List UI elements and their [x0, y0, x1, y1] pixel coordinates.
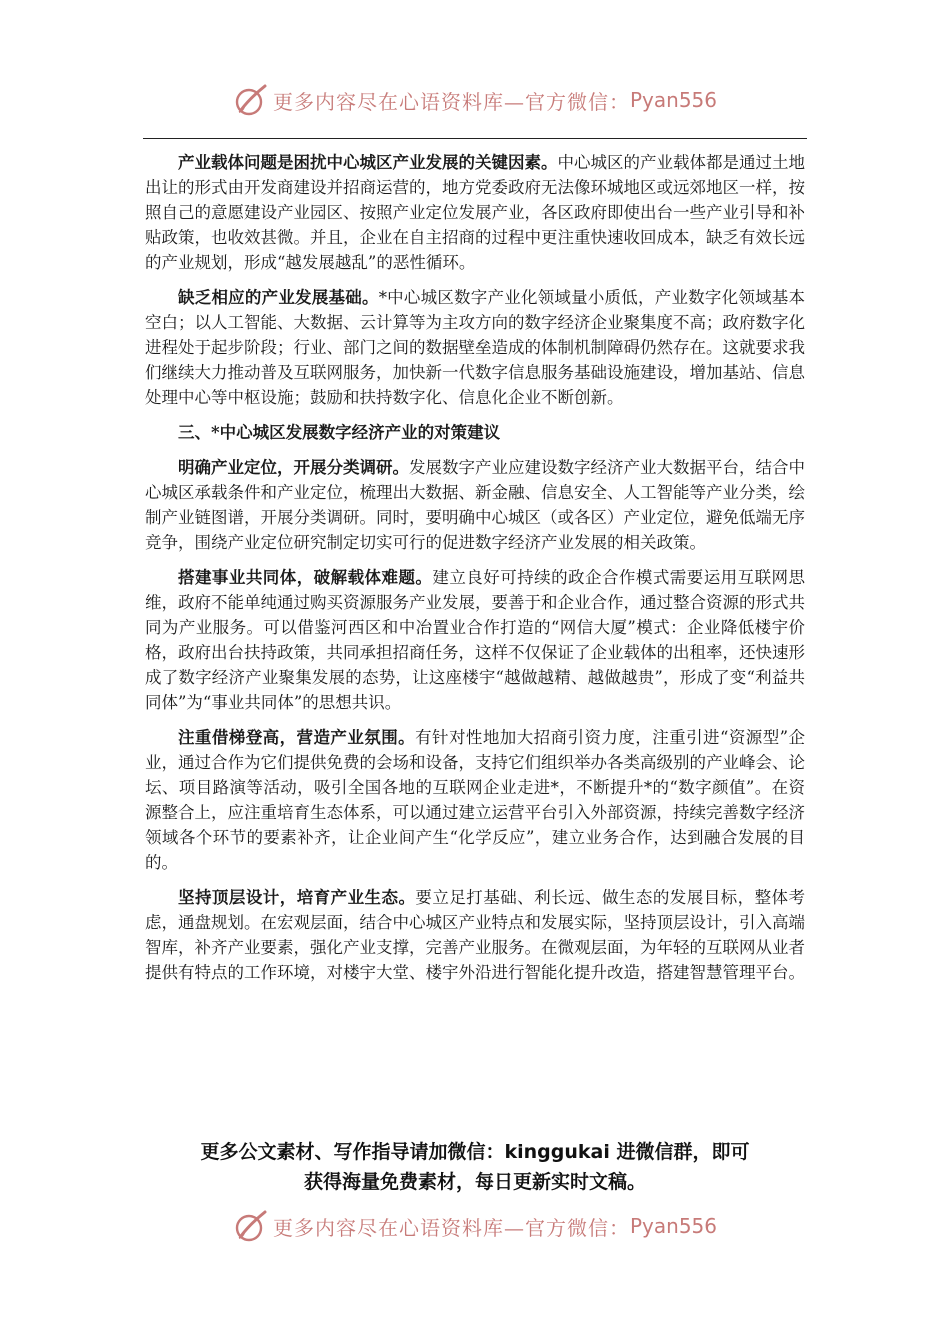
paragraph-lead: 注重借梯登高，营造产业氛围。 [178, 728, 416, 747]
paragraph [145, 150, 805, 275]
paragraph-lead: 产业载体问题是困扰中心城区产业发展的关键因素。 [178, 153, 558, 172]
document-body [145, 150, 805, 995]
paragraph-body: 建立良好可持续的政企合作模式需要运用互联网思维，政府不能单纯通过购买资源服务产业发展，要善于和企业合作，通过整合资源的形式共同为产业服务。可以借鉴河西区和中冶置业合作打造的“网信大厦”模式：企业降低楼宇价格，政府出台扶持政策，共同承担招商任务，这样不仅保证了企业载体的出租率，还快速形成了数字经济产业聚集发展的态势，让这座楼宇“越做越精、越做越贵”，形成了变“利益共同体”为“事业共同体”的思想共识。 [145, 568, 806, 712]
suggestion-paragraph [145, 565, 805, 715]
footer-banner [0, 1208, 950, 1244]
suggestion-paragraph [145, 725, 805, 875]
paragraph-body: 有针对性地加大招商引资力度，注重引进“资源型”企业，通过合作为它们提供免费的会场和设备，支持它们组织举办各类高级别的产业峰会、论坛、项目路演等活动，吸引全国各地的互联网企业走进*，不断提升*的“数字颜值”。在资源整合上，应注重培育生态体系，可以通过建立运营平台引入外部资源，持续完善数字经济领域各个环节的要素补齐，让企业间产生“化学反应”，建立业务合作，达到融合发展的目的。 [145, 728, 806, 872]
suggestion-paragraph [145, 455, 805, 555]
paragraph-body: 要立足打基础、利长远、做生态的发展目标，整体考虑，通盘规划。在宏观层面，结合中心城区产业特点和发展实际，坚持顶层设计，引入高端智库，补齐产业要素，强化产业支撑，完善产业服务。在微观层面，为年轻的互联网从业者提供有特点的工作环境，对楼宇大堂、楼宇外沿进行智能化提升改造，搭建智慧管理平台。 [145, 888, 806, 982]
paragraph-lead: 缺乏相应的产业发展基础。 [178, 288, 379, 307]
header-banner [0, 82, 950, 118]
banner-text: 更多内容尽在心语资料库—官方微信： [272, 1215, 630, 1240]
promo-line-1: 更多公文素材、写作指导请加微信：kinggukai 进微信群，即可 [200, 1141, 750, 1163]
paragraph-body: *中心城区数字产业化领域量小质低，产业数字化领域基本空白；以人工智能、大数据、云计算等为主攻方向的数字经济企业聚集度不高；政府数字化进程处于起步阶段；行业、部门之间的数据壁垒造成的体制机制障碍仍然存在。这就要求我们继续大力推动普及互联网服务，加快新一代数字信息服务基础设施建设，增加基站、信息处理中心等中枢设施；鼓励和扶持数字化、信息化企业不断创新。 [145, 288, 806, 407]
paragraph-lead: 坚持顶层设计，培育产业生态。 [178, 888, 416, 907]
promo-notice [145, 1137, 805, 1197]
section-heading: 三、*中心城区发展数字经济产业的对策建议 [178, 423, 501, 442]
brush-logo-icon [233, 1208, 269, 1244]
suggestion-paragraph [145, 885, 805, 985]
wechat-id: Pyan556 [629, 1214, 717, 1238]
paragraph-lead: 明确产业定位，开展分类调研。 [178, 458, 409, 477]
paragraph-body: 中心城区的产业载体都是通过土地出让的形式由开发商建设并招商运营的，地方党委政府无法像环城地区或远郊地区一样，按照自己的意愿建设产业园区、按照产业定位发展产业，各区政府即使出台一些产业引导和补贴政策，也收效甚微。并且，企业在自主招商的过程中更注重快速收回成本，缺乏有效长远的产业规划，形成“越发展越乱”的恶性循环。 [145, 153, 805, 272]
paragraph-body: 发展数字产业应建设数字经济产业大数据平台，结合中心城区承载条件和产业定位，梳理出大数据、新金融、信息安全、人工智能等产业分类，绘制产业链图谱，开展分类调研。同时，要明确中心城区（或各区）产业定位，避免低端无序竞争，围绕产业定位研究制定切实可行的促进数字经济产业发展的相关政策。 [145, 458, 805, 552]
promo-line-2: 获得海量免费素材，每日更新实时文稿。 [303, 1171, 646, 1193]
header-divider [143, 138, 807, 139]
brush-logo-icon [233, 82, 269, 118]
paragraph [145, 285, 805, 410]
paragraph-lead: 搭建事业共同体，破解载体难题。 [178, 568, 433, 587]
banner-text: 更多内容尽在心语资料库—官方微信： [272, 89, 630, 114]
wechat-id: Pyan556 [629, 88, 717, 112]
